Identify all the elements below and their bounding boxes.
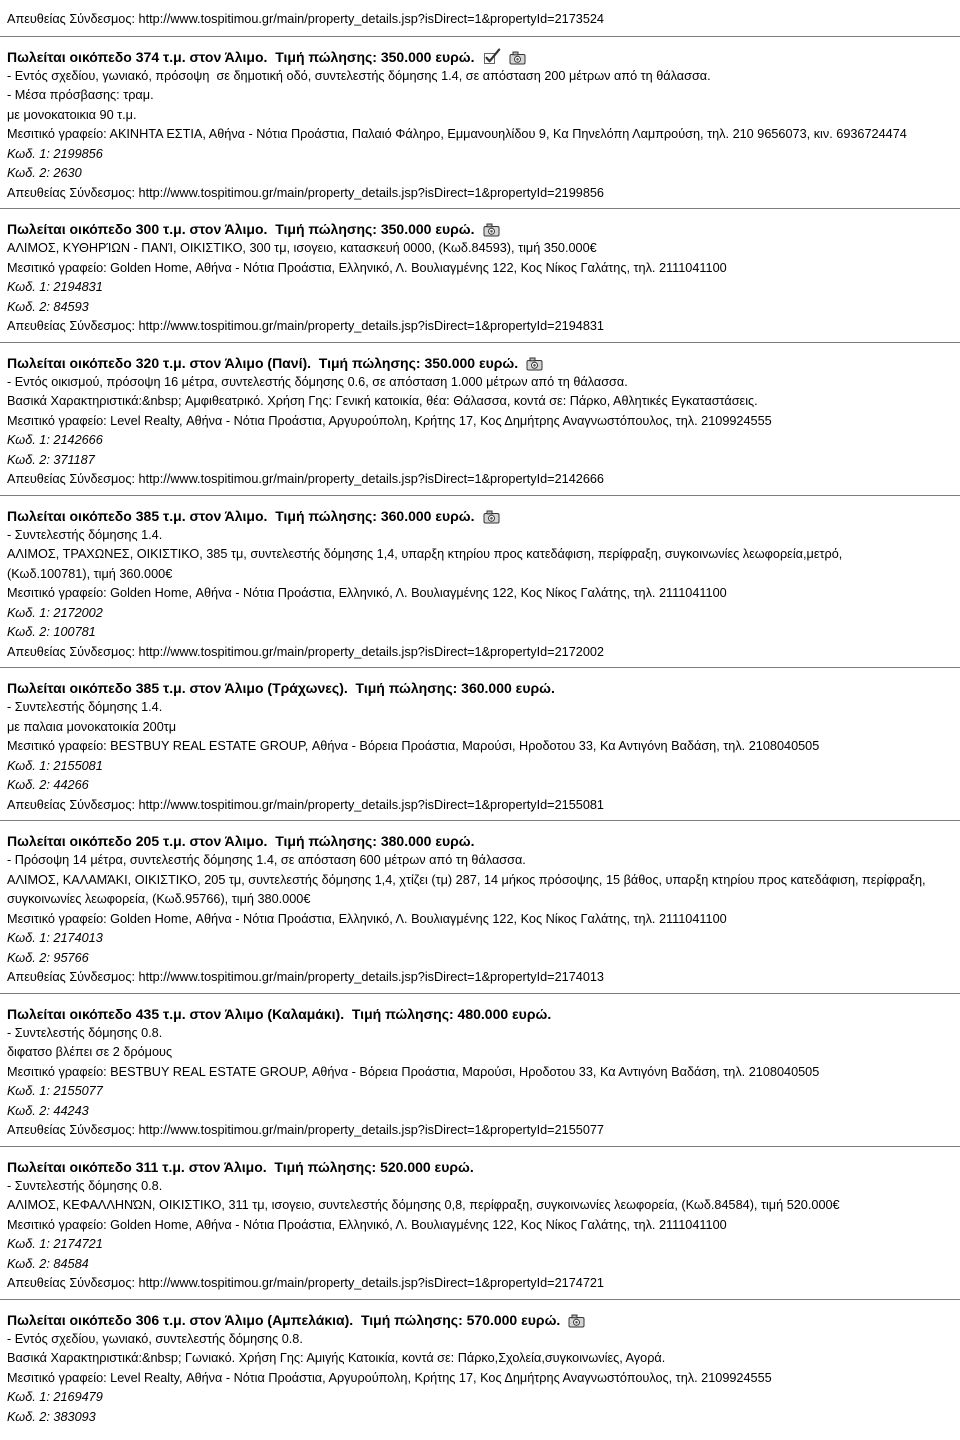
listing-title — [7, 353, 957, 373]
listing-title-text: Πωλείται οικόπεδο 320 τ.μ. στον Άλιμο (Πανί). Τιμή πώλησης: 350.000 ευρώ. — [7, 354, 519, 371]
camera-icon — [483, 223, 500, 237]
code-2: Κωδ. 2: 100781 — [7, 625, 96, 639]
listing-card — [0, 37, 960, 210]
agency-info: Μεσιτικό γραφείο: Golden Home, Αθήνα - Νότια Προάστια, Ελληνικό, Λ. Βουλιαγμένης 122, Κος Νίκος Γαλάτης, τηλ. 2111041100 — [7, 586, 727, 600]
listing-card — [0, 496, 960, 669]
listing-detail-line: - Συντελεστής δόμησης 1.4. — [7, 527, 163, 542]
code-2: Κωδ. 2: 44243 — [7, 1103, 89, 1118]
direct-link-label: Απευθείας Σύνδεσμος: — [7, 644, 135, 659]
direct-link-label: Απευθείας Σύνδεσμος: — [7, 1276, 135, 1290]
code-1: Κωδ. 1: 2155081 — [7, 758, 103, 773]
agency-info: Μεσιτικό γραφείο: Golden Home, Αθήνα - Νότια Προάστια, Ελληνικό, Λ. Βουλιαγμένης 122, Κος Νίκος Γαλάτης, τηλ. 2111041100 — [7, 1217, 727, 1232]
listing-detail-line: - Εντός οικισμού, πρόσοψη 16 μέτρα, συντελεστής δόμησης 0.6, σε απόσταση 1.000 μέτρων από τη θάλασσα. — [7, 374, 628, 389]
listing-title — [7, 1004, 957, 1024]
code-1: Κωδ. 1: 2172002 — [7, 605, 103, 620]
direct-link — [7, 796, 957, 816]
code-2: Κωδ. 2: 383093 — [7, 1409, 96, 1424]
top-direct-link — [0, 0, 960, 37]
direct-link — [7, 10, 957, 30]
agency-info: Μεσιτικό γραφείο: ΑΚΙΝΗΤΑ ΕΣΤΙΑ, Αθήνα - Νότια Προάστια, Παλαιό Φάληρο, Εμμανουηλίδου 9, Κα Πηνελόπη Λαμπρούση, τηλ. 210 9656073, κιν. 6936724474 — [7, 127, 907, 141]
listing-detail-line: Βασικά Χαρακτηριστικά:&nbsp; Γωνιακό. Χρήση Γης: Αμιγής Κατοικία, κοντά σε: Πάρκο,Σχολεία,συγκοινωνίες, Αγορά. — [7, 1351, 666, 1365]
direct-link-url[interactable]: http://www.tospitimou.gr/main/property_details.jsp?isDirect=1&propertyId=2199856 — [138, 185, 604, 200]
direct-link — [7, 643, 957, 663]
code-1: Κωδ. 1: 2174013 — [7, 931, 103, 945]
listing-detail-line: συγκοινωνίες λεωφορεία, (Κωδ.95766), τιμή 380.000€ — [7, 892, 311, 906]
direct-link — [7, 470, 957, 490]
listing-title-text: Πωλείται οικόπεδο 205 τ.μ. στον Άλιμο. Τιμή πώλησης: 380.000 ευρώ. — [7, 833, 475, 849]
listing-title-text: Πωλείται οικόπεδο 385 τ.μ. στον Άλιμο (Τράχωνες). Τιμή πώλησης: 360.000 ευρώ. — [7, 680, 555, 696]
camera-icon — [568, 1314, 585, 1328]
listing-card — [0, 821, 960, 994]
agency-info: Μεσιτικό γραφείο: BESTBUY REAL ESTATE GROUP, Αθήνα - Βόρεια Προάστια, Μαρούσι, Ηροδοτου 33, Κα Αντιγόνη Βαδάση, τηλ. 2108040505 — [7, 1064, 820, 1079]
listing-title-text: Πωλείται οικόπεδο 435 τ.μ. στον Άλιμο (Καλαμάκι). Τιμή πώλησης: 480.000 ευρώ. — [7, 1005, 552, 1022]
direct-link-url[interactable]: http://www.tospitimou.gr/main/property_details.jsp?isDirect=1&propertyId=2155081 — [138, 797, 604, 812]
agency-info: Μεσιτικό γραφείο: Level Realty, Αθήνα - Νότια Προάστια, Αργυρούπολη, Κρήτης 17, Κος Δημήτρης Αναγνωστόπουλος, τηλ. 2109924555 — [7, 413, 772, 428]
direct-link — [7, 1121, 957, 1141]
direct-link-label: Απευθείας Σύνδεσμος: — [7, 1123, 135, 1137]
direct-link-url[interactable]: http://www.tospitimou.gr/main/property_details.jsp?isDirect=1&propertyId=2174721 — [138, 1276, 604, 1290]
listing-detail-line: - Πρόσοψη 14 μέτρα, συντελεστής δόμησης 1.4, σε απόσταση 600 μέτρων από τη θάλασσα. — [7, 853, 526, 867]
checkbox-checked-icon — [483, 48, 501, 65]
listing-detail-line: ΑΛΙΜΟΣ, ΚΥΘΗΡΊΩΝ - ΠΑΝΊ, ΟΙΚΙΣΤΙΚΟ, 300 τμ, ισογειο, κατασκευή 0000, (Κωδ.84593), τιμή 350.000€ — [7, 241, 597, 255]
listing-title-text: Πωλείται οικόπεδο 311 τ.μ. στον Άλιμο. Τιμή πώλησης: 520.000 ευρώ. — [7, 1158, 474, 1175]
listing-card — [0, 994, 960, 1147]
listing-detail-line: - Συντελεστής δόμησης 0.8. — [7, 1025, 163, 1040]
listing-title-text: Πωλείται οικόπεδο 374 τ.μ. στον Άλιμο. Τιμή πώλησης: 350.000 ευρώ. — [7, 48, 475, 65]
listing-detail-line: Βασικά Χαρακτηριστικά:&nbsp; Αμφιθεατρικό. Χρήση Γης: Γενική κατοικία, θέα: Θάλασσα, κοντά σε: Πάρκο, Αθλητικές Εγκαταστάσεις. — [7, 394, 758, 408]
direct-link-url[interactable]: http://www.tospitimou.gr/main/property_details.jsp?isDirect=1&propertyId=2155077 — [138, 1123, 604, 1137]
listing-detail-line: - Μέσα πρόσβασης: τραμ. — [7, 88, 154, 102]
code-2: Κωδ. 2: 44266 — [7, 778, 89, 792]
camera-icon — [483, 510, 500, 524]
listing-title — [7, 506, 957, 526]
code-2: Κωδ. 2: 2630 — [7, 166, 82, 180]
listing-title-text: Πωλείται οικόπεδο 385 τ.μ. στον Άλιμο. Τιμή πώλησης: 360.000 ευρώ. — [7, 507, 475, 524]
direct-link — [7, 184, 957, 204]
listing-title — [7, 678, 957, 698]
camera-icon — [509, 51, 526, 65]
direct-link-url[interactable]: http://www.tospitimou.gr/main/property_details.jsp?isDirect=1&propertyId=2194831 — [138, 319, 604, 333]
direct-link-url[interactable]: http://www.tospitimou.gr/main/property_details.jsp?isDirect=1&propertyId=2142666 — [138, 472, 604, 486]
direct-link-label: Απευθείας Σύνδεσμος: — [7, 185, 135, 200]
listing-title — [7, 1157, 957, 1177]
code-1: Κωδ. 1: 2142666 — [7, 433, 103, 447]
direct-link-url[interactable]: http://www.tospitimou.gr/main/property_details.jsp?isDirect=1&propertyId=2172002 — [138, 644, 604, 659]
listing-title-text: Πωλείται οικόπεδο 306 τ.μ. στον Άλιμο (Αμπελάκια). Τιμή πώλησης: 570.000 ευρώ. — [7, 1311, 561, 1328]
listing-detail-line: - Εντός σχεδίου, γωνιακό, πρόσοψη σε δημοτική οδό, συντελεστής δόμησης 1.4, σε απόσταση 200 μέτρων από τη θάλασσα. — [7, 68, 711, 83]
code-2: Κωδ. 2: 84593 — [7, 299, 89, 314]
direct-link — [7, 968, 957, 988]
listing-detail-line: διφατσο βλέπει σε 2 δρόμους — [7, 1045, 173, 1059]
direct-link-label: Απευθείας Σύνδεσμος: — [7, 797, 135, 812]
camera-icon — [526, 357, 543, 371]
listing-title-text: Πωλείται οικόπεδο 300 τ.μ. στον Άλιμο. Τιμή πώλησης: 350.000 ευρώ. — [7, 221, 475, 237]
listing-title — [7, 47, 957, 67]
code-2: Κωδ. 2: 84584 — [7, 1256, 89, 1271]
listing-detail-line: (Κωδ.100781), τιμή 360.000€ — [7, 566, 173, 581]
listing-detail-line: ΑΛΙΜΟΣ, ΤΡΑΧΩΝΕΣ, ΟΙΚΙΣΤΙΚΟ, 385 τμ, συντελεστής δόμησης 1,4, υπαρξη κτηρίου προς κατεδάφιση, περίφραξη, συγκοινωνίες λεωφορεία,μετρό, — [7, 547, 843, 561]
listing-detail-line: - Συντελεστής δόμησης 0.8. — [7, 1178, 163, 1193]
listing-card — [0, 209, 960, 343]
code-1: Κωδ. 1: 2155077 — [7, 1084, 103, 1098]
listing-detail-line: με μονοκατοικια 90 τ.μ. — [7, 107, 137, 122]
direct-link-url[interactable]: http://www.tospitimou.gr/main/property_details.jsp?isDirect=1&propertyId=2174013 — [138, 970, 604, 984]
code-1: Κωδ. 1: 2169479 — [7, 1390, 103, 1404]
direct-link-label: Απευθείας Σύνδεσμος: — [7, 12, 135, 26]
listing-detail-line: - Εντός σχεδίου, γωνιακό, συντελεστής δόμησης 0.8. — [7, 1331, 303, 1346]
code-1: Κωδ. 1: 2194831 — [7, 280, 103, 294]
agency-info: Μεσιτικό γραφείο: Golden Home, Αθήνα - Νότια Προάστια, Ελληνικό, Λ. Βουλιαγμένης 122, Κος Νίκος Γαλάτης, τηλ. 2111041100 — [7, 911, 727, 926]
agency-info: Μεσιτικό γραφείο: Level Realty, Αθήνα - Νότια Προάστια, Αργυρούπολη, Κρήτης 17, Κος Δημήτρης Αναγνωστόπουλος, τηλ. 2109924555 — [7, 1370, 772, 1385]
code-1: Κωδ. 1: 2199856 — [7, 146, 103, 161]
listing-card — [0, 1300, 960, 1433]
listing-card — [0, 668, 960, 821]
direct-link-url[interactable]: http://www.tospitimou.gr/main/property_details.jsp?isDirect=1&propertyId=2173524 — [138, 12, 604, 26]
agency-info: Μεσιτικό γραφείο: BESTBUY REAL ESTATE GROUP, Αθήνα - Βόρεια Προάστια, Μαρούσι, Ηροδοτου 33, Κα Αντιγόνη Βαδάση, τηλ. 2108040505 — [7, 739, 820, 753]
code-2: Κωδ. 2: 95766 — [7, 950, 89, 965]
listing-detail-line: ΑΛΙΜΟΣ, ΚΑΛΑΜΆΚΙ, ΟΙΚΙΣΤΙΚΟ, 205 τμ, συντελεστής δόμησης 1,4, χτίζει (τμ) 287, 14 μήκος πρόσοψης, 15 βάθος, υπαρξη κτηρίου προς κατεδάφιση, περίφραξη, — [7, 872, 926, 887]
listing-detail-line: ΑΛΙΜΟΣ, ΚΕΦΑΛΛΗΝΏΝ, ΟΙΚΙΣΤΙΚΟ, 311 τμ, ισογειο, συντελεστής δόμησης 0,8, περίφραξη, συγκοινωνίες λεωφορεία, (Κωδ.84584), τιμή 520.000€ — [7, 1198, 840, 1212]
listing-title — [7, 219, 957, 239]
direct-link — [7, 1274, 957, 1294]
listing-title — [7, 1310, 957, 1330]
agency-info: Μεσιτικό γραφείο: Golden Home, Αθήνα - Νότια Προάστια, Ελληνικό, Λ. Βουλιαγμένης 122, Κος Νίκος Γαλάτης, τηλ. 2111041100 — [7, 260, 727, 275]
code-2: Κωδ. 2: 371187 — [7, 452, 95, 467]
listing-card — [0, 343, 960, 496]
listing-card — [0, 1147, 960, 1300]
listing-detail-line: με παλαια μονοκατοικία 200τμ — [7, 719, 177, 734]
listing-title — [7, 831, 957, 851]
direct-link-label: Απευθείας Σύνδεσμος: — [7, 472, 135, 486]
direct-link-label: Απευθείας Σύνδεσμος: — [7, 319, 135, 333]
listing-detail-line: - Συντελεστής δόμησης 1.4. — [7, 700, 163, 714]
code-1: Κωδ. 1: 2174721 — [7, 1237, 103, 1251]
direct-link-label: Απευθείας Σύνδεσμος: — [7, 970, 135, 984]
direct-link — [7, 317, 957, 337]
